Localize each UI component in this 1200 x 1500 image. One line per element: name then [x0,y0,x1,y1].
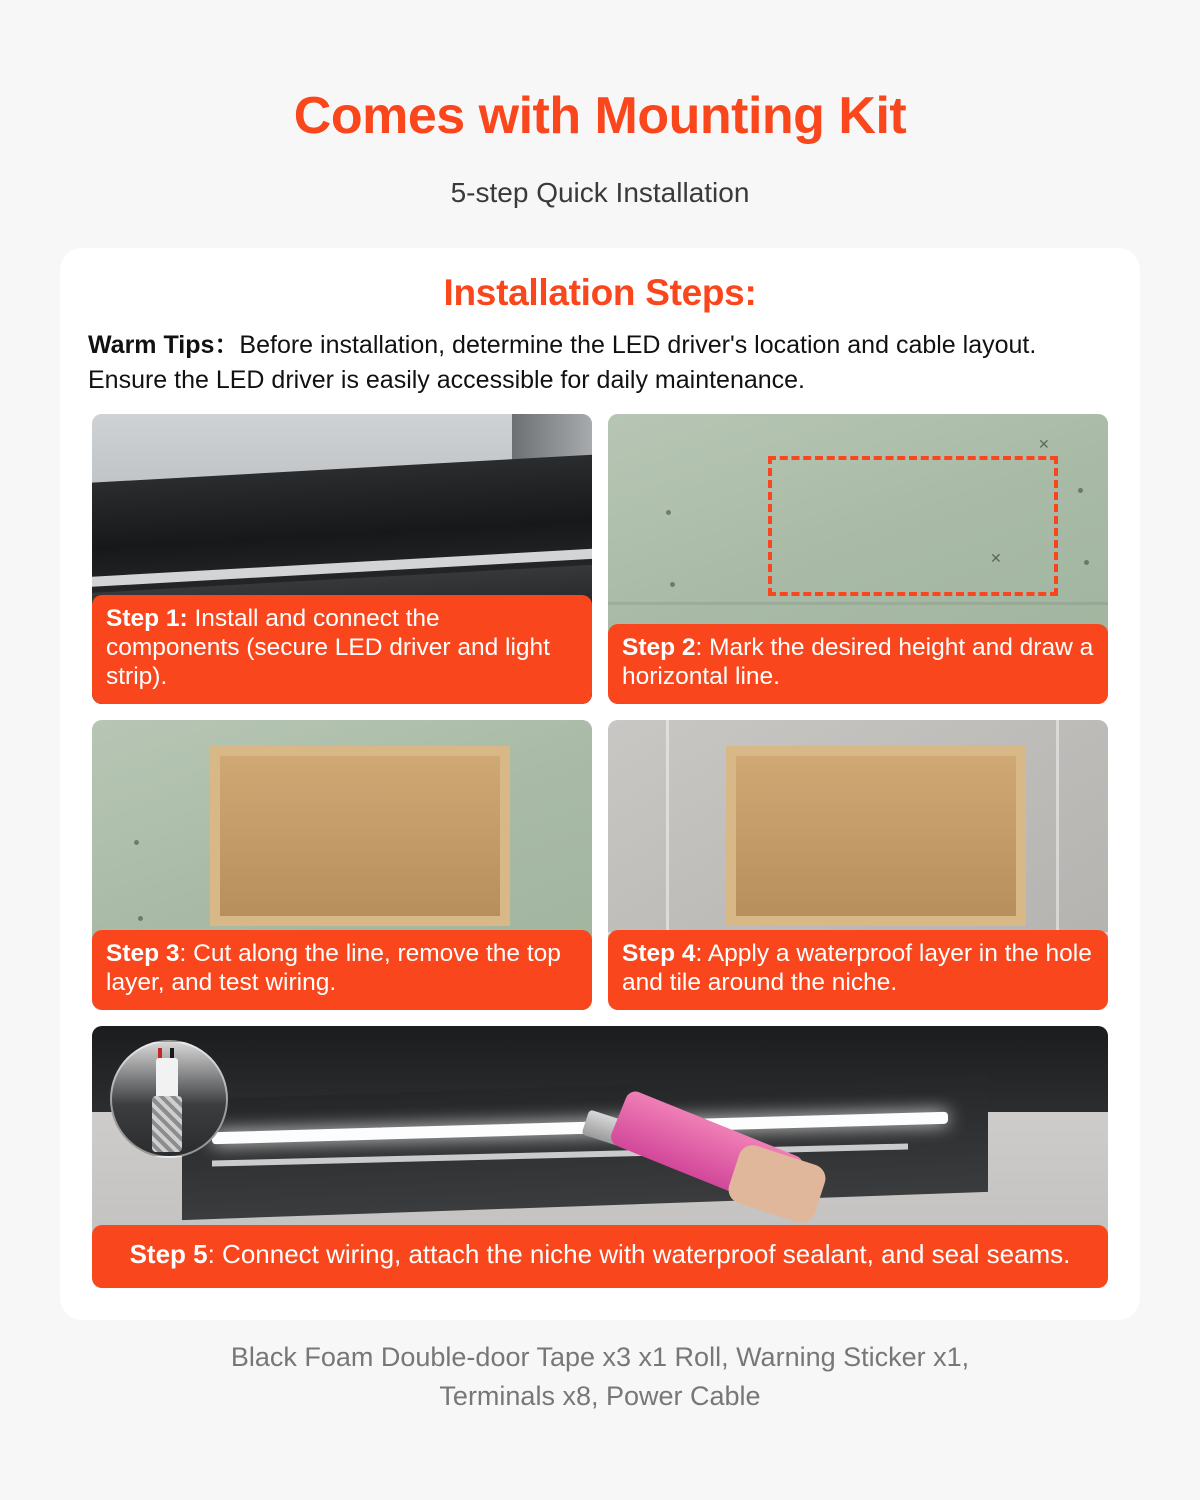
steps-grid [92,414,1108,1304]
step-4-caption [608,930,1108,1010]
x-mark-icon: ✕ [990,550,1002,566]
warm-tips-text: Before installation, determine the LED driver's location and cable layout. Ensure the LED driver is easily accessible for daily maintenance. [88,331,1037,394]
step-1-caption [92,595,592,704]
step-4-label: Step 4 [622,940,696,968]
step-2-text: : Mark the desired height and draw a horizontal line. [622,634,1094,691]
kit-contents-line-2: Terminals x8, Power Cable [439,1381,761,1412]
step-2-tile [608,414,1108,704]
step-4-tile [608,720,1108,1010]
step-3-text: : Cut along the line, remove the top layer, and test wiring. [106,940,561,997]
page-subtitle: 5-step Quick Installation [450,177,750,209]
page-title: Comes with Mounting Kit [293,87,907,145]
installation-steps-title: Installation Steps: [443,272,757,313]
step-5-caption [92,1225,1108,1288]
step-5-text: : Connect wiring, attach the niche with waterproof sealant, and seal seams. [207,1239,1071,1270]
steps-row-1 [92,414,1108,704]
wire-connector-inset [110,1040,228,1158]
steps-row-2 [92,720,1108,1010]
installation-card [60,248,1140,1320]
kit-contents-footer [0,1338,1200,1416]
step-1-label: Step 1: [106,605,188,633]
x-mark-icon: ✕ [1038,436,1050,452]
step-5-label: Step 5 [129,1239,208,1270]
step-2-label: Step 2 [622,634,696,662]
kit-contents-line-1: Black Foam Double-door Tape x3 x1 Roll, Warning Sticker x1, [230,1342,970,1372]
step-3-label: Step 3 [106,940,180,968]
step-1-tile [92,414,592,704]
step-3-caption [92,930,592,1010]
steps-row-3 [92,1026,1108,1288]
step-2-caption [608,624,1108,704]
dashed-outline-marker [768,456,1058,596]
step-5-tile [92,1026,1108,1288]
step-4-text: : Apply a waterproof layer in the hole and tile around the niche. [622,940,1092,997]
step-1-text: Install and connect the components (secure LED driver and light strip). [106,605,550,691]
warm-tips-label: Warm Tips： [88,331,240,359]
step-3-tile [92,720,592,1010]
warm-tips [60,314,1140,397]
